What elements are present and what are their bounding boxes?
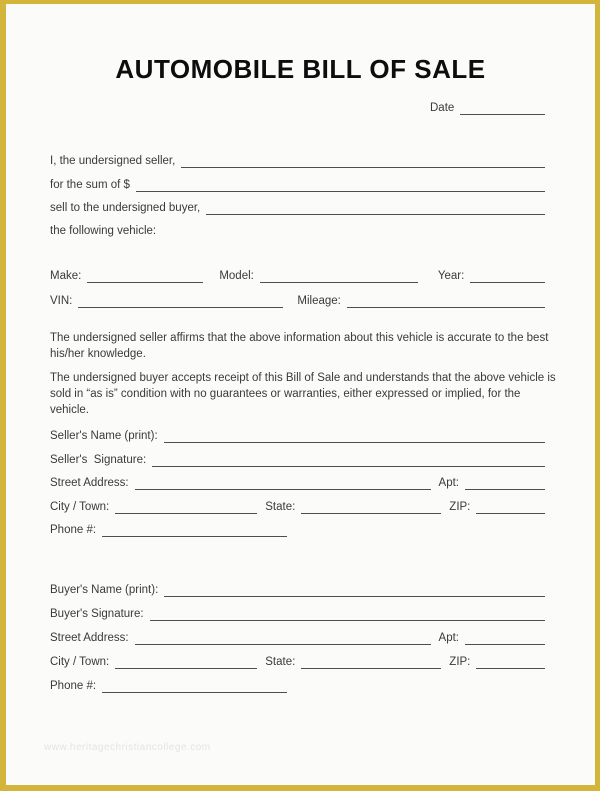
intro-buyer-label: sell to the undersigned buyer, xyxy=(50,202,201,214)
form-title: AUTOMOBILE BILL OF SALE xyxy=(115,54,486,84)
seller-street-line[interactable] xyxy=(135,475,431,490)
buyer-name-label: Buyer's Name (print): xyxy=(50,584,159,596)
site-watermark: www.heritagechristiancollege.com xyxy=(44,742,211,753)
seller-signature-line[interactable] xyxy=(152,452,545,467)
seller-city-row xyxy=(50,498,545,514)
seller-name-label: Seller's Name (print): xyxy=(50,430,158,442)
seller-state-line[interactable] xyxy=(301,499,441,514)
vin-label: VIN: xyxy=(50,295,73,307)
date-line[interactable] xyxy=(460,100,545,115)
seller-name-line[interactable] xyxy=(164,428,545,443)
buyer-phone-row xyxy=(50,677,545,693)
buyer-phone-label: Phone #: xyxy=(50,680,97,692)
seller-state-label: State: xyxy=(265,501,296,513)
seller-phone-label: Phone #: xyxy=(50,524,97,536)
mileage-line[interactable] xyxy=(347,293,545,308)
make-line[interactable] xyxy=(87,268,203,283)
seller-street-label: Street Address: xyxy=(50,477,129,489)
buyer-name-row xyxy=(50,581,545,597)
buyer-city-row xyxy=(50,653,545,669)
mileage-label: Mileage: xyxy=(297,295,341,307)
buyer-apt-line[interactable] xyxy=(465,630,545,645)
model-label: Model: xyxy=(219,270,254,282)
sale-amount-line[interactable] xyxy=(136,177,545,192)
seller-city-label: City / Town: xyxy=(50,501,110,513)
intro-vehicle-row xyxy=(50,222,545,238)
buyer-city-line[interactable] xyxy=(115,654,257,669)
buyer-affirmation-paragraph: The undersigned buyer accepts receipt of this Bill of Sale and understands that the above vehicle is sold in “as is” condition with no guarantees or warranties, either expressed or implied, for the vehicle. xyxy=(50,372,556,416)
buyer-zip-line[interactable] xyxy=(476,654,545,669)
intro-seller-label: I, the undersigned seller, xyxy=(50,155,176,167)
form-sheet xyxy=(6,4,595,785)
seller-signature-label: Seller's Signature: xyxy=(50,454,147,466)
seller-signature-row xyxy=(50,451,545,467)
buyer-street-line[interactable] xyxy=(135,630,431,645)
seller-name-intro-line[interactable] xyxy=(181,153,545,168)
buyer-street-label: Street Address: xyxy=(50,632,129,644)
seller-apt-line[interactable] xyxy=(465,475,545,490)
date-row xyxy=(430,99,545,115)
seller-affirmation-paragraph: The undersigned seller affirms that the above information about this vehicle is accurate to the best his/her knowledge. xyxy=(50,332,549,360)
seller-phone-line[interactable] xyxy=(102,522,287,537)
model-line[interactable] xyxy=(260,268,418,283)
seller-name-row xyxy=(50,427,545,443)
buyer-name-line[interactable] xyxy=(164,582,545,597)
vin-line[interactable] xyxy=(78,293,283,308)
date-label: Date xyxy=(430,102,455,114)
buyer-name-intro-line[interactable] xyxy=(206,200,545,215)
year-label: Year: xyxy=(437,270,465,282)
make-label: Make: xyxy=(50,270,82,282)
buyer-city-label: City / Town: xyxy=(50,656,110,668)
intro-sum-label: for the sum of $ xyxy=(50,179,130,191)
buyer-street-row xyxy=(50,629,545,645)
buyer-apt-label: Apt: xyxy=(438,632,459,644)
buyer-signature-row xyxy=(50,605,545,621)
seller-zip-line[interactable] xyxy=(476,499,545,514)
buyer-state-line[interactable] xyxy=(301,654,441,669)
buyer-state-label: State: xyxy=(265,656,296,668)
vehicle-make-row xyxy=(50,267,545,283)
buyer-signature-label: Buyer's Signature: xyxy=(50,608,144,620)
buyer-signature-line[interactable] xyxy=(150,606,545,621)
seller-street-row xyxy=(50,474,545,490)
buyer-zip-label: ZIP: xyxy=(449,656,471,668)
intro-buyer-row xyxy=(50,199,545,215)
seller-zip-label: ZIP: xyxy=(449,501,471,513)
seller-apt-label: Apt: xyxy=(438,477,459,489)
buyer-phone-line[interactable] xyxy=(102,678,287,693)
intro-vehicle-label: the following vehicle: xyxy=(50,225,157,237)
intro-seller-row xyxy=(50,152,545,168)
seller-city-line[interactable] xyxy=(115,499,257,514)
seller-phone-row xyxy=(50,521,545,537)
year-line[interactable] xyxy=(470,268,545,283)
intro-sum-row xyxy=(50,176,545,192)
vehicle-vin-row xyxy=(50,292,545,308)
